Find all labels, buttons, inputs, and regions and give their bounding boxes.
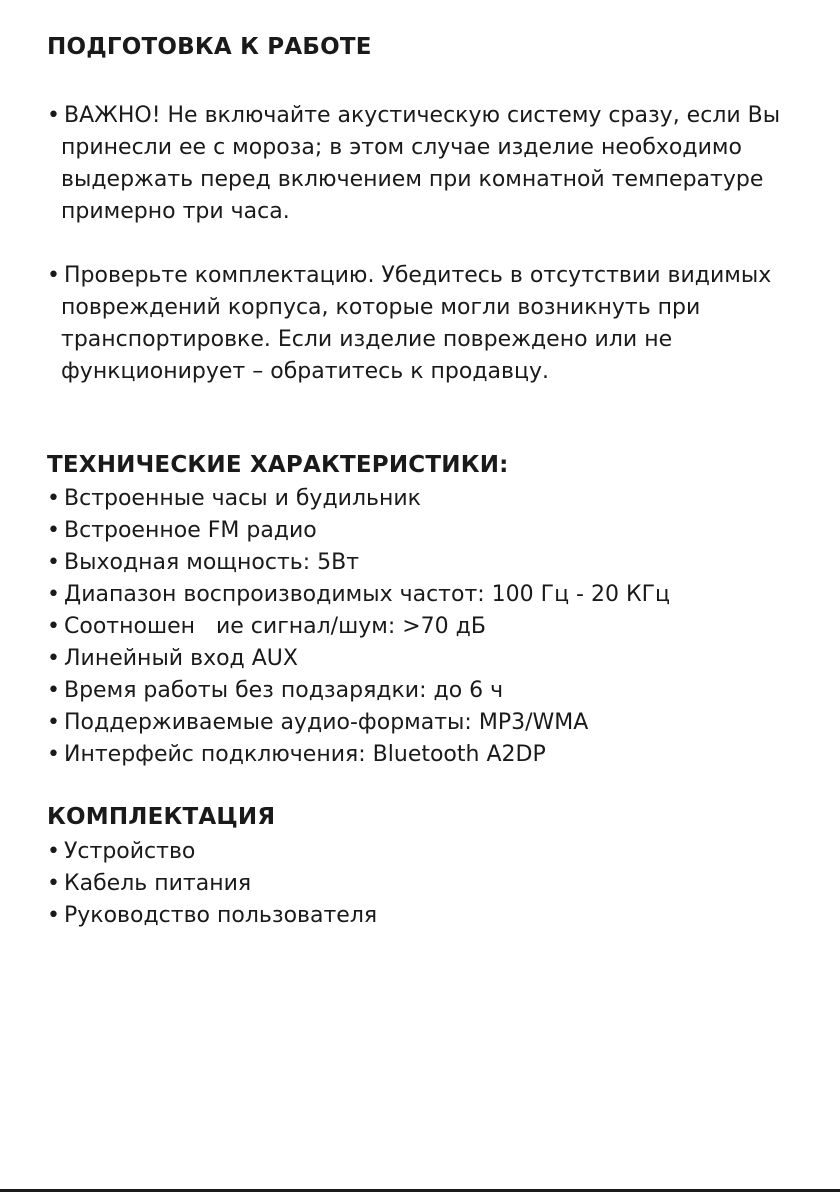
list-item: • Встроенное FM радио bbox=[47, 515, 670, 547]
prep-paragraph-line: выдержать перед включением при комнатной температуре bbox=[61, 167, 764, 192]
prep-paragraph-line: • Проверьте комплектацию. Убедитесь в отсутствии видимых bbox=[47, 260, 817, 292]
list-item: • Встроенные часы и будильник bbox=[47, 483, 670, 515]
bullet: • bbox=[47, 518, 60, 543]
package-list bbox=[47, 836, 377, 932]
prep-paragraph-line: примерно три часа. bbox=[61, 199, 290, 224]
bullet: • bbox=[47, 710, 60, 735]
list-item: • Руководство пользователя bbox=[47, 900, 377, 932]
bullet: • bbox=[47, 742, 60, 767]
bullet: • bbox=[47, 646, 60, 671]
bullet: • bbox=[47, 486, 60, 511]
bullet: • bbox=[47, 678, 60, 703]
specs-list bbox=[47, 483, 670, 771]
prep-paragraph-line: функционирует – обратитесь к продавцу. bbox=[61, 359, 549, 384]
list-item: • Интерфейс подключения: Bluetooth A2DP bbox=[47, 739, 670, 771]
list-item: • Диапазон воспроизводимых частот: 100 Гц - 20 КГц bbox=[47, 579, 670, 611]
list-item: • Устройство bbox=[47, 836, 377, 868]
list-item: • Время работы без подзарядки: до 6 ч bbox=[47, 675, 670, 707]
bullet: • bbox=[47, 839, 60, 864]
package-heading: КОМПЛЕКТАЦИЯ bbox=[47, 804, 276, 830]
prep-paragraph-check bbox=[47, 260, 817, 388]
bullet: • bbox=[47, 550, 60, 575]
prep-paragraph-line: принесли ее с мороза; в этом случае изделие необходимо bbox=[61, 135, 742, 160]
list-item: • Соотношен ие сигнал/шум: >70 дБ bbox=[47, 611, 670, 643]
bullet: • bbox=[47, 582, 60, 607]
prep-paragraph-line: • ВАЖНО! Не включайте акустическую систему сразу, если Вы bbox=[47, 100, 817, 132]
list-item: • Выходная мощность: 5Вт bbox=[47, 547, 670, 579]
prep-paragraph-line: повреждений корпуса, которые могли возникнуть при bbox=[61, 295, 701, 320]
bullet: • bbox=[47, 103, 60, 128]
bullet: • bbox=[47, 263, 60, 288]
bullet: • bbox=[47, 614, 60, 639]
prep-paragraph-line: транспортировке. Если изделие повреждено или не bbox=[61, 327, 673, 352]
prep-paragraph-important bbox=[47, 100, 817, 228]
list-item: • Кабель питания bbox=[47, 868, 377, 900]
prep-heading: ПОДГОТОВКА К РАБОТЕ bbox=[47, 34, 372, 60]
list-item: • Линейный вход AUX bbox=[47, 643, 670, 675]
specs-heading: ТЕХНИЧЕСКИЕ ХАРАКТЕРИСТИКИ: bbox=[47, 452, 509, 478]
list-item: • Поддерживаемые аудио-форматы: MP3/WMA bbox=[47, 707, 670, 739]
bullet: • bbox=[47, 903, 60, 928]
bullet: • bbox=[47, 871, 60, 896]
